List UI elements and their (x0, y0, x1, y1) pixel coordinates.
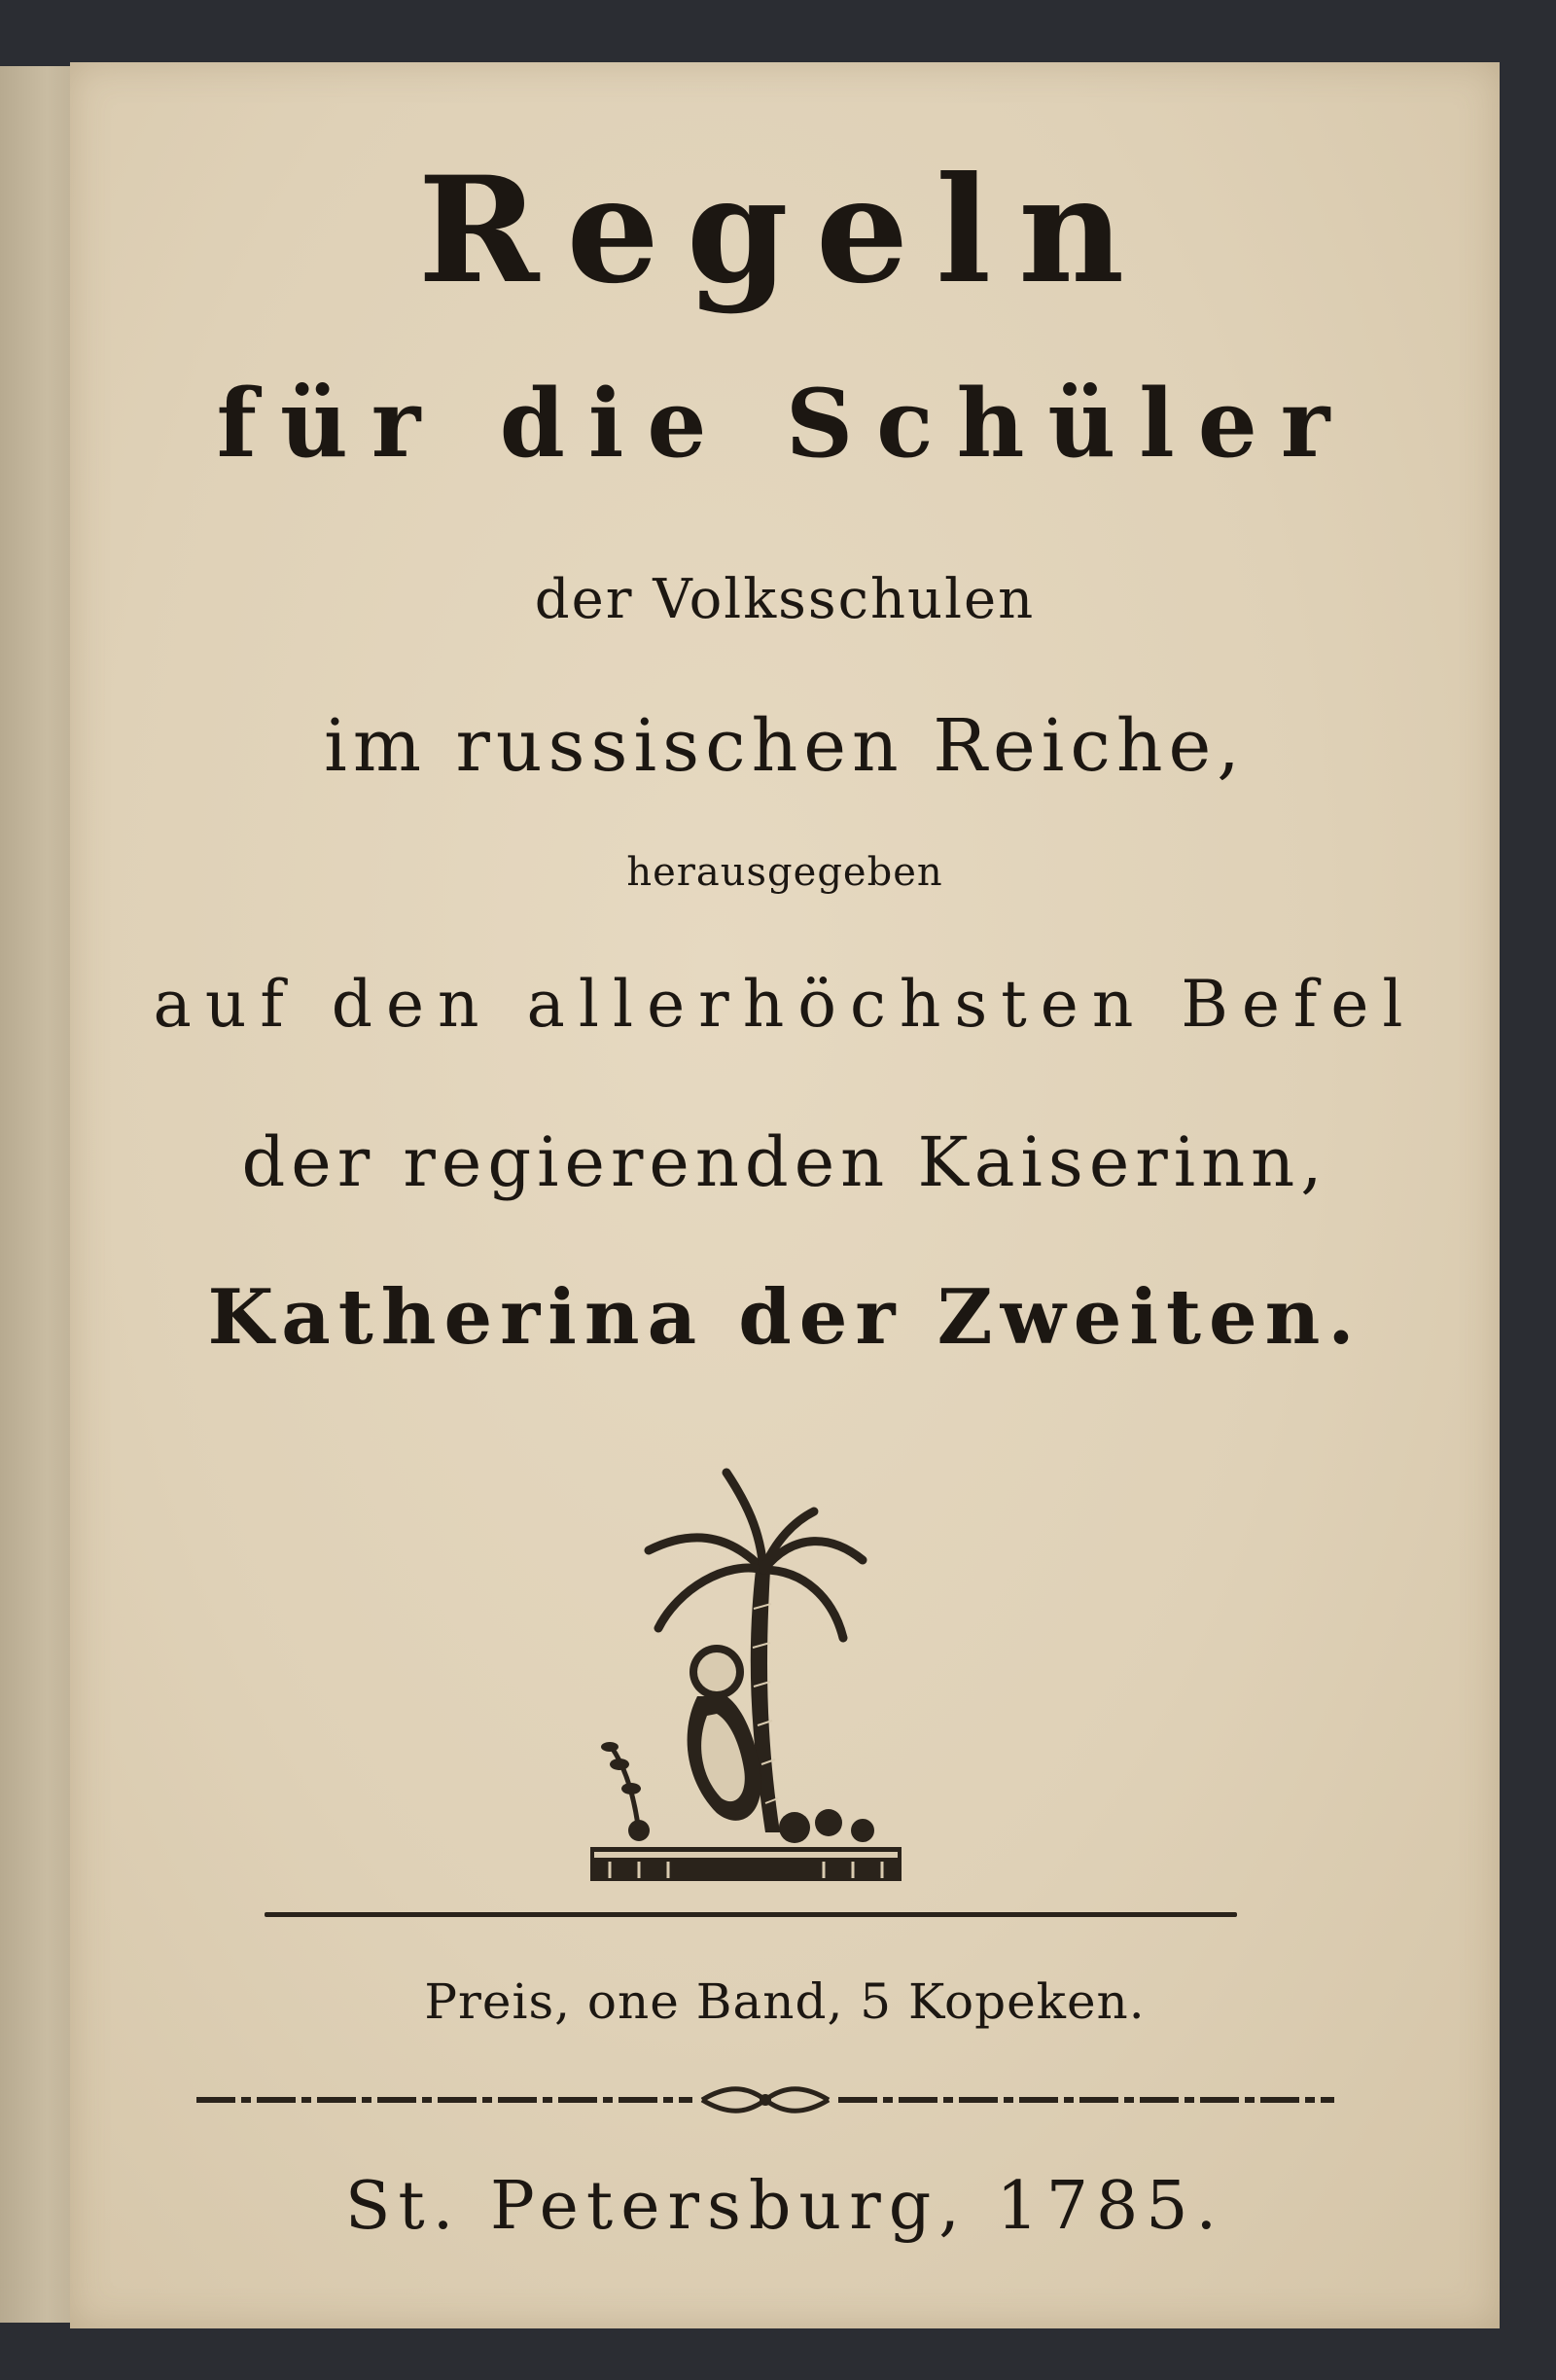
subtitle-line-5: auf den allerhöchsten Befel (153, 967, 1417, 1042)
subtitle-line-4: herausgegeben (626, 850, 943, 895)
subtitle-line-3: im russischen Reiche, (324, 704, 1246, 788)
imprint-line: St. Petersburg, 1785. (344, 2168, 1225, 2245)
subtitle-line-1: für die Schüler (216, 369, 1354, 479)
left-page-edge (0, 66, 81, 2323)
subtitle-line-2: der Volksschulen (534, 568, 1036, 631)
subtitle-line-6: der regierenden Kaiserinn, (241, 1122, 1328, 1202)
subtitle-line-7: Katherina der Zweiten. (207, 1273, 1362, 1362)
ornamental-rule-icon (187, 2085, 1344, 2114)
book-title: Regeln (417, 145, 1152, 316)
title-page (70, 62, 1500, 2328)
price-line: Preis, one Band, 5 Kopeken. (424, 1973, 1146, 2030)
palm-tree-cherub-icon (581, 1443, 911, 1910)
horizontal-rule (265, 1912, 1237, 1917)
